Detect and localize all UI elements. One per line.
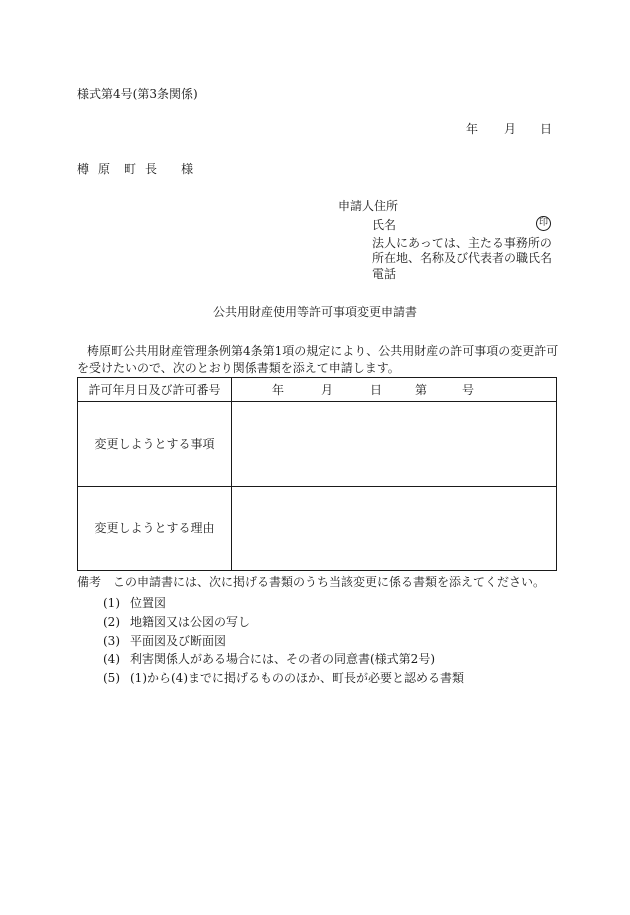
date-line xyxy=(466,121,552,137)
note-item xyxy=(103,614,250,630)
addressee-honorific: 様 xyxy=(181,162,194,176)
form-number: 様式第4号(第3条関係) xyxy=(77,87,198,101)
corporate-note-line-2: 所在地、名称及び代表者の職氏名 xyxy=(372,251,553,265)
addressee xyxy=(77,161,193,177)
table-row-divider-2 xyxy=(78,486,556,487)
note-number: (5) xyxy=(103,671,120,685)
applicant-phone-label: 電話 xyxy=(372,267,397,281)
permit-day-label: 日 xyxy=(370,383,383,397)
note-item xyxy=(103,595,166,611)
note-item xyxy=(103,651,435,667)
permit-date-number-label: 許可年月日及び許可番号 xyxy=(88,383,221,397)
table-row-divider-1 xyxy=(78,401,556,402)
addressee-char-1: 樽 xyxy=(77,162,90,176)
date-month: 月 xyxy=(504,122,517,136)
applicant-address-label: 申請人住所 xyxy=(338,199,399,213)
permit-year-label: 年 xyxy=(272,383,285,397)
note-text: (1)から(4)までに掲げるもののほか、町長が必要と認める書類 xyxy=(130,671,464,685)
change-reason-label: 変更しようとする理由 xyxy=(94,521,215,535)
corporate-note-line-1: 法人にあっては、主たる事務所の xyxy=(372,236,552,250)
note-number: (3) xyxy=(103,634,120,648)
note-number: (1) xyxy=(103,596,120,610)
body-text-line-2: を受けたいので、次のとおり関係書類を添えて申請します。 xyxy=(77,361,400,375)
addressee-char-2: 原 xyxy=(98,162,111,176)
table-column-divider xyxy=(231,378,232,570)
note-item xyxy=(103,633,226,649)
note-item xyxy=(103,670,464,686)
addressee-char-3: 町 xyxy=(124,162,137,176)
permit-go-label: 号 xyxy=(462,383,475,397)
note-text: 平面図及び断面図 xyxy=(130,634,227,648)
note-number: (4) xyxy=(103,652,120,666)
application-table xyxy=(77,377,557,571)
note-number: (2) xyxy=(103,615,120,629)
date-year: 年 xyxy=(466,122,479,136)
document-title: 公共用財産使用等許可事項変更申請書 xyxy=(212,305,417,319)
addressee-char-4: 長 xyxy=(145,162,158,176)
body-text-line-1: 梼原町公共用財産管理条例第4条第1項の規定により、公共用財産の許可事項の変更許可 xyxy=(87,344,559,358)
permit-dai-label: 第 xyxy=(415,383,428,397)
seal-mark: 印 xyxy=(536,216,551,231)
permit-month-label: 月 xyxy=(321,383,334,397)
note-text: 位置図 xyxy=(130,596,167,610)
notes-heading: 備考 この申請書には、次に掲げる書類のうち当該変更に係る書類を添えてください。 xyxy=(77,575,546,589)
note-text: 地籍図又は公図の写し xyxy=(130,615,251,629)
change-matter-label: 変更しようとする事項 xyxy=(94,437,215,451)
date-day: 日 xyxy=(540,122,553,136)
applicant-name-label: 氏名 xyxy=(372,218,397,232)
note-text: 利害関係人がある場合には、その者の同意書(様式第2号) xyxy=(130,652,436,666)
